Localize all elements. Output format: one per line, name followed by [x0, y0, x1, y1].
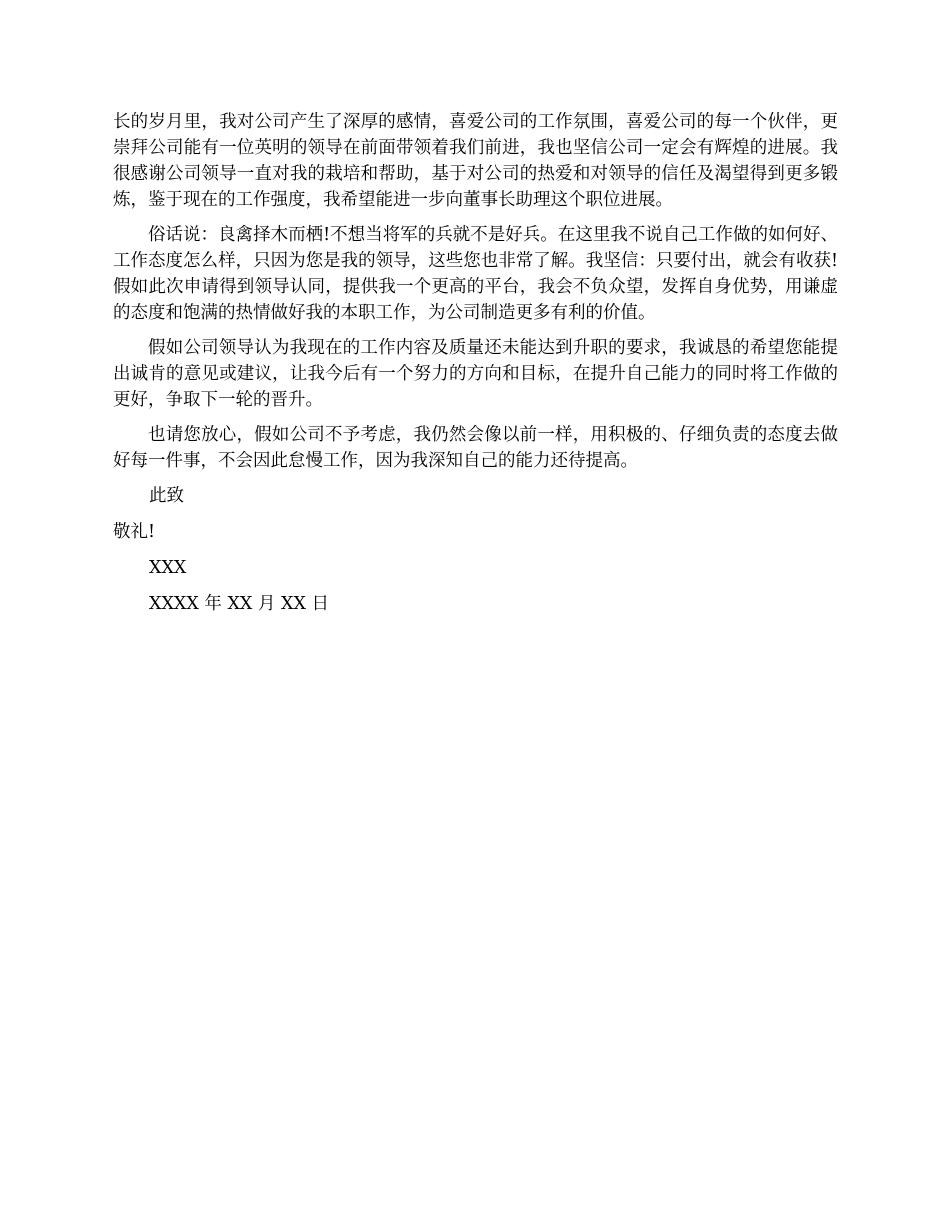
- signature: XXX: [149, 558, 187, 578]
- date: XXXX 年 XX 月 XX 日: [149, 594, 329, 614]
- closing-salutation: 此致: [149, 486, 184, 506]
- letter-body: [113, 109, 838, 627]
- paragraph-1: 长的岁月里，我对公司产生了深厚的感情，喜爱公司的工作氛围，喜爱公司的每一个伙伴，更崇拜公司能有一位英明的领导在前面带领着我们前进，我也坚信公司一定会有辉煌的进展。我很感谢公司领导一直对我的栽培和帮助，基于对公司的热爱和对领导的信任及渴望得到更多锻炼，鉴于现在的工作强度，我希望能进一步向董事长助理这个职位进展。: [113, 112, 838, 210]
- paragraph-3: 假如公司领导认为我现在的工作内容及质量还未能达到升职的要求，我诚恳的希望您能提出诚肯的意见或建议，让我今后有一个努力的方向和目标，在提升自己能力的同时将工作做的更好，争取下一轮的晋升。: [113, 338, 838, 410]
- closing-regards: 敬礼!: [113, 522, 156, 542]
- paragraph-4: 也请您放心，假如公司不予考虑，我仍然会像以前一样，用积极的、仔细负责的态度去做好每一件事，不会因此怠慢工作，因为我深知自己的能力还待提高。: [113, 425, 838, 471]
- paragraph-2: 俗话说：良禽择木而栖!不想当将军的兵就不是好兵。在这里我不说自己工作做的如何好、工作态度怎么样，只因为您是我的领导，这些您也非常了解。我坚信：只要付出，就会有收获!假如此次申请得到领导认同，提供我一个更高的平台，我会不负众望，发挥自身优势，用谦虚的态度和饱满的热情做好我的本职工作，为公司制造更多有利的价值。: [113, 225, 838, 323]
